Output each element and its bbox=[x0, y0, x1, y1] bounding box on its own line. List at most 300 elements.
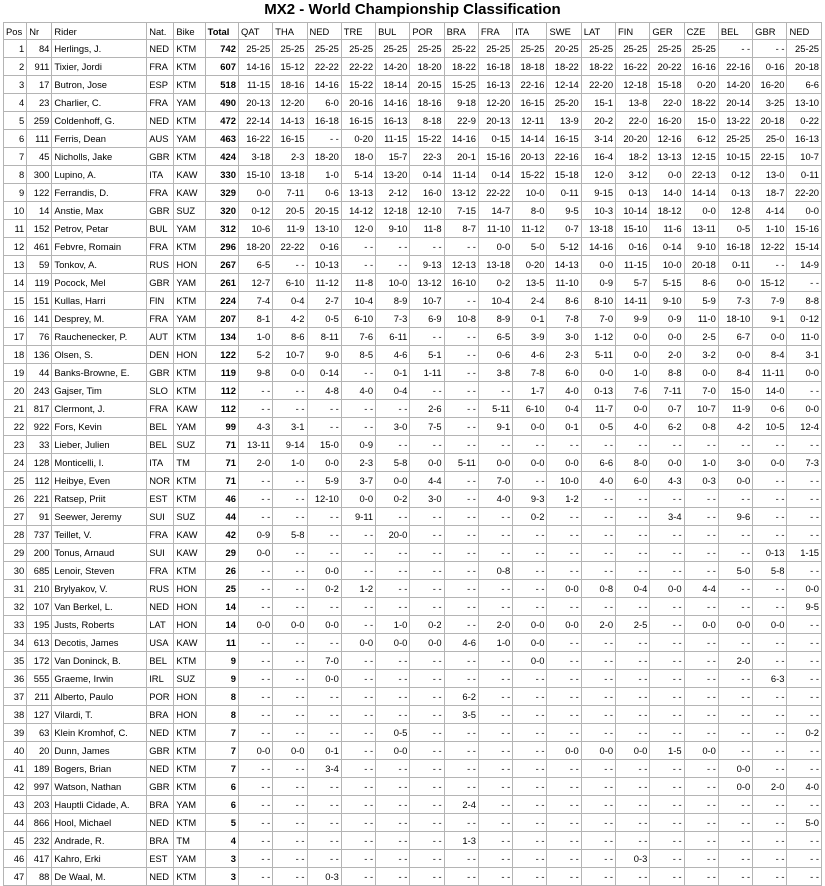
table-cell: 0-5 bbox=[581, 418, 615, 436]
table-cell: 33 bbox=[4, 616, 27, 634]
table-cell: GBR bbox=[147, 364, 174, 382]
table-cell: - - bbox=[341, 670, 375, 688]
table-cell: - - bbox=[718, 436, 752, 454]
table-cell: 0-9 bbox=[238, 526, 272, 544]
table-cell: - - bbox=[718, 832, 752, 850]
table-cell: - - bbox=[341, 832, 375, 850]
table-cell: - - bbox=[376, 850, 410, 868]
table-cell: - - bbox=[307, 706, 341, 724]
table-cell: 7-0 bbox=[307, 652, 341, 670]
table-cell: 11-15 bbox=[376, 130, 410, 148]
table-cell: 0-0 bbox=[684, 202, 718, 220]
table-cell: - - bbox=[513, 436, 547, 454]
table-cell: 14 bbox=[4, 274, 27, 292]
table-cell: - - bbox=[410, 436, 444, 454]
table-cell: 9-9 bbox=[616, 310, 650, 328]
table-cell: 25-25 bbox=[718, 130, 752, 148]
page-title: MX2 - World Championship Classification bbox=[264, 1, 561, 18]
table-cell: USA bbox=[147, 634, 174, 652]
table-cell: 14 bbox=[205, 598, 238, 616]
table-cell: 23 bbox=[4, 436, 27, 454]
table-cell: - - bbox=[616, 526, 650, 544]
table-cell: - - bbox=[273, 652, 307, 670]
table-cell: 11-6 bbox=[650, 220, 684, 238]
table-cell: - - bbox=[238, 850, 272, 868]
table-cell: 0-2 bbox=[513, 508, 547, 526]
table-cell: Decotis, James bbox=[52, 634, 147, 652]
table-cell: 0-1 bbox=[513, 310, 547, 328]
table-cell: 1-10 bbox=[753, 220, 787, 238]
table-cell: - - bbox=[444, 292, 478, 310]
table-cell: 613 bbox=[27, 634, 52, 652]
table-row bbox=[4, 472, 822, 490]
table-row bbox=[4, 148, 822, 166]
table-cell: 2-7 bbox=[307, 292, 341, 310]
table-cell: 9 bbox=[205, 670, 238, 688]
table-cell: 16-13 bbox=[376, 112, 410, 130]
table-cell: 13-13 bbox=[341, 184, 375, 202]
table-cell: 13-18 bbox=[581, 220, 615, 238]
table-cell: 9-11 bbox=[341, 508, 375, 526]
table-cell: 5-11 bbox=[478, 400, 512, 418]
table-cell: Butron, Jose bbox=[52, 76, 147, 94]
table-cell: 13-20 bbox=[376, 166, 410, 184]
table-cell: KTM bbox=[174, 112, 205, 130]
table-cell: 10-7 bbox=[684, 400, 718, 418]
table-cell: ITA bbox=[147, 454, 174, 472]
column-header: NED bbox=[307, 23, 341, 40]
table-cell: 15-22 bbox=[410, 130, 444, 148]
table-cell: - - bbox=[376, 544, 410, 562]
table-cell: 0-0 bbox=[478, 238, 512, 256]
table-cell: 16-15 bbox=[547, 130, 581, 148]
table-cell: - - bbox=[581, 526, 615, 544]
table-cell: 6-5 bbox=[478, 328, 512, 346]
table-cell: 0-0 bbox=[718, 472, 752, 490]
table-cell: BEL bbox=[147, 418, 174, 436]
table-cell: 0-0 bbox=[684, 364, 718, 382]
table-cell: 8-9 bbox=[478, 310, 512, 328]
table-cell: 7-5 bbox=[410, 418, 444, 436]
table-cell: - - bbox=[616, 724, 650, 742]
table-cell: 11-14 bbox=[444, 166, 478, 184]
table-cell: 7-0 bbox=[581, 310, 615, 328]
table-cell: 9-6 bbox=[718, 508, 752, 526]
table-cell: 18-12 bbox=[650, 202, 684, 220]
table-cell: 211 bbox=[27, 688, 52, 706]
table-cell: 6-0 bbox=[616, 472, 650, 490]
table-cell: - - bbox=[684, 760, 718, 778]
table-cell: - - bbox=[273, 796, 307, 814]
table-cell: - - bbox=[341, 598, 375, 616]
table-cell: 15-12 bbox=[753, 274, 787, 292]
table-cell: 14 bbox=[27, 202, 52, 220]
table-cell: - - bbox=[684, 706, 718, 724]
table-cell: 0-0 bbox=[238, 742, 272, 760]
table-cell: 151 bbox=[27, 292, 52, 310]
table-cell: 0-0 bbox=[376, 742, 410, 760]
table-cell: - - bbox=[787, 796, 822, 814]
table-cell: - - bbox=[238, 382, 272, 400]
table-cell: - - bbox=[513, 688, 547, 706]
table-cell: 13-0 bbox=[753, 166, 787, 184]
table-cell: 607 bbox=[205, 58, 238, 76]
table-cell: - - bbox=[753, 598, 787, 616]
table-cell: 3-14 bbox=[581, 130, 615, 148]
table-cell: 20-15 bbox=[410, 76, 444, 94]
table-cell: 0-12 bbox=[718, 166, 752, 184]
table-cell: - - bbox=[513, 868, 547, 886]
table-cell: 9-0 bbox=[307, 346, 341, 364]
table-cell: 15-18 bbox=[650, 76, 684, 94]
table-cell: - - bbox=[787, 688, 822, 706]
table-cell: 0-0 bbox=[513, 652, 547, 670]
table-cell: - - bbox=[478, 688, 512, 706]
table-cell: 16-18 bbox=[307, 112, 341, 130]
table-cell: - - bbox=[650, 868, 684, 886]
table-cell: 14-0 bbox=[753, 382, 787, 400]
table-cell: 25-20 bbox=[547, 94, 581, 112]
table-row bbox=[4, 688, 822, 706]
table-cell: 2-4 bbox=[513, 292, 547, 310]
table-cell: 5-11 bbox=[444, 454, 478, 472]
table-cell: 134 bbox=[205, 328, 238, 346]
table-cell: 22-15 bbox=[753, 148, 787, 166]
table-cell: 25 bbox=[205, 580, 238, 598]
column-header: Rider bbox=[52, 23, 147, 40]
table-cell: 5-9 bbox=[684, 292, 718, 310]
table-cell: - - bbox=[650, 634, 684, 652]
table-cell: - - bbox=[376, 706, 410, 724]
table-cell: - - bbox=[341, 418, 375, 436]
table-cell: 10-14 bbox=[616, 202, 650, 220]
table-cell: Nicholls, Jake bbox=[52, 148, 147, 166]
table-cell: - - bbox=[341, 706, 375, 724]
table-cell: 4-3 bbox=[238, 418, 272, 436]
table-cell: 8 bbox=[4, 166, 27, 184]
table-cell: - - bbox=[238, 796, 272, 814]
table-cell: - - bbox=[753, 850, 787, 868]
table-cell: - - bbox=[684, 814, 718, 832]
table-cell: FRA bbox=[147, 310, 174, 328]
table-cell: 5-1 bbox=[410, 346, 444, 364]
table-cell: - - bbox=[513, 814, 547, 832]
table-cell: 7 bbox=[205, 724, 238, 742]
table-cell: 9-3 bbox=[513, 490, 547, 508]
table-cell: - - bbox=[684, 832, 718, 850]
table-cell: - - bbox=[581, 652, 615, 670]
table-cell: - - bbox=[273, 580, 307, 598]
table-cell: KAW bbox=[174, 526, 205, 544]
table-cell: 8 bbox=[205, 706, 238, 724]
table-row bbox=[4, 490, 822, 508]
table-cell: 0-5 bbox=[376, 724, 410, 742]
table-cell: - - bbox=[684, 778, 718, 796]
table-cell: - - bbox=[478, 598, 512, 616]
table-cell: - - bbox=[341, 850, 375, 868]
table-cell: - - bbox=[307, 400, 341, 418]
table-cell: 685 bbox=[27, 562, 52, 580]
table-cell: 16-4 bbox=[581, 148, 615, 166]
table-cell: - - bbox=[410, 328, 444, 346]
table-cell: 518 bbox=[205, 76, 238, 94]
table-cell: - - bbox=[616, 562, 650, 580]
table-cell: 12-10 bbox=[410, 202, 444, 220]
table-cell: 11-12 bbox=[513, 220, 547, 238]
table-cell: - - bbox=[581, 634, 615, 652]
table-row bbox=[4, 652, 822, 670]
table-cell: 0-0 bbox=[513, 634, 547, 652]
table-cell: 13-22 bbox=[718, 112, 752, 130]
table-cell: KTM bbox=[174, 292, 205, 310]
table-cell: 11-10 bbox=[478, 220, 512, 238]
table-cell: Dunn, James bbox=[52, 742, 147, 760]
table-cell: - - bbox=[478, 796, 512, 814]
table-cell: - - bbox=[547, 652, 581, 670]
table-cell: EST bbox=[147, 490, 174, 508]
table-cell: - - bbox=[376, 832, 410, 850]
table-cell: - - bbox=[547, 868, 581, 886]
table-cell: Graeme, Irwin bbox=[52, 670, 147, 688]
table-cell: - - bbox=[753, 580, 787, 598]
table-cell: - - bbox=[513, 742, 547, 760]
table-cell: 2-3 bbox=[547, 346, 581, 364]
table-cell: Klein Kromhof, C. bbox=[52, 724, 147, 742]
table-cell: 112 bbox=[205, 400, 238, 418]
table-cell: 7-0 bbox=[478, 472, 512, 490]
table-cell: - - bbox=[410, 526, 444, 544]
column-header: SWE bbox=[547, 23, 581, 40]
table-cell: - - bbox=[376, 508, 410, 526]
table-cell: HON bbox=[174, 256, 205, 274]
table-cell: 472 bbox=[205, 112, 238, 130]
table-cell: 32 bbox=[4, 598, 27, 616]
table-cell: SLO bbox=[147, 382, 174, 400]
table-row bbox=[4, 76, 822, 94]
table-cell: - - bbox=[238, 832, 272, 850]
table-cell: 0-14 bbox=[410, 166, 444, 184]
table-cell: - - bbox=[616, 796, 650, 814]
table-cell: 5-0 bbox=[513, 238, 547, 256]
table-cell: 0-0 bbox=[718, 616, 752, 634]
table-cell: 0-0 bbox=[513, 616, 547, 634]
table-cell: KAW bbox=[174, 544, 205, 562]
table-cell: De Waal, M. bbox=[52, 868, 147, 886]
table-cell: 4-0 bbox=[547, 382, 581, 400]
table-cell: SUI bbox=[147, 544, 174, 562]
table-cell: 37 bbox=[4, 688, 27, 706]
table-cell: Desprey, M. bbox=[52, 310, 147, 328]
table-cell: - - bbox=[581, 688, 615, 706]
table-cell: 47 bbox=[4, 868, 27, 886]
table-cell: 30 bbox=[4, 562, 27, 580]
table-cell: KTM bbox=[174, 868, 205, 886]
table-cell: 6 bbox=[205, 796, 238, 814]
table-cell: 0-4 bbox=[273, 292, 307, 310]
table-cell: 207 bbox=[205, 310, 238, 328]
table-cell: DEN bbox=[147, 346, 174, 364]
table-cell: 152 bbox=[27, 220, 52, 238]
table-cell: 7-3 bbox=[787, 454, 822, 472]
table-cell: - - bbox=[787, 832, 822, 850]
table-cell: - - bbox=[753, 742, 787, 760]
table-cell: 0-4 bbox=[376, 382, 410, 400]
table-cell: RUS bbox=[147, 256, 174, 274]
table-cell: HON bbox=[174, 688, 205, 706]
table-cell: 20-13 bbox=[238, 94, 272, 112]
table-cell: - - bbox=[787, 616, 822, 634]
table-cell: 33 bbox=[27, 436, 52, 454]
table-cell: 44 bbox=[4, 814, 27, 832]
table-cell: NED bbox=[147, 724, 174, 742]
table-cell: 13-8 bbox=[616, 94, 650, 112]
table-cell: 14-9 bbox=[787, 256, 822, 274]
table-cell: 11-9 bbox=[273, 220, 307, 238]
table-cell: 14-7 bbox=[478, 202, 512, 220]
table-cell: - - bbox=[307, 724, 341, 742]
table-cell: 0-0 bbox=[478, 454, 512, 472]
table-cell: - - bbox=[718, 688, 752, 706]
table-cell: - - bbox=[478, 814, 512, 832]
table-cell: 463 bbox=[205, 130, 238, 148]
table-cell: 20-0 bbox=[376, 526, 410, 544]
table-cell: - - bbox=[684, 724, 718, 742]
table-cell: - - bbox=[444, 616, 478, 634]
table-cell: 11-12 bbox=[307, 274, 341, 292]
table-cell: 20-2 bbox=[581, 112, 615, 130]
table-cell: - - bbox=[238, 688, 272, 706]
table-cell: 20-1 bbox=[444, 148, 478, 166]
table-cell: - - bbox=[307, 634, 341, 652]
table-cell: - - bbox=[787, 562, 822, 580]
table-cell: 210 bbox=[27, 580, 52, 598]
table-cell: 330 bbox=[205, 166, 238, 184]
table-cell: 9-10 bbox=[650, 292, 684, 310]
table-cell: KTM bbox=[174, 652, 205, 670]
table-cell: 24 bbox=[4, 454, 27, 472]
table-cell: - - bbox=[410, 760, 444, 778]
table-cell: - - bbox=[581, 544, 615, 562]
table-cell: AUS bbox=[147, 130, 174, 148]
table-cell: 13-11 bbox=[684, 220, 718, 238]
table-cell: 4-0 bbox=[616, 418, 650, 436]
table-cell: 10-3 bbox=[581, 202, 615, 220]
column-header: BRA bbox=[444, 23, 478, 40]
table-cell: YAM bbox=[174, 310, 205, 328]
table-cell: 0-1 bbox=[307, 742, 341, 760]
table-cell: 7-6 bbox=[616, 382, 650, 400]
table-cell: - - bbox=[376, 688, 410, 706]
column-header: GBR bbox=[753, 23, 787, 40]
table-cell: 11-15 bbox=[616, 256, 650, 274]
table-cell: 11-10 bbox=[547, 274, 581, 292]
table-cell: HON bbox=[174, 616, 205, 634]
table-cell: 12-0 bbox=[581, 166, 615, 184]
table-cell: GBR bbox=[147, 274, 174, 292]
table-cell: - - bbox=[787, 490, 822, 508]
table-cell: - - bbox=[616, 652, 650, 670]
table-cell: SUI bbox=[147, 508, 174, 526]
table-cell: KTM bbox=[174, 814, 205, 832]
table-cell: 111 bbox=[27, 130, 52, 148]
table-cell: FRA bbox=[147, 94, 174, 112]
table-cell: - - bbox=[650, 670, 684, 688]
table-cell: 0-0 bbox=[650, 328, 684, 346]
column-header: BUL bbox=[376, 23, 410, 40]
table-row bbox=[4, 274, 822, 292]
table-row bbox=[4, 58, 822, 76]
table-cell: - - bbox=[513, 526, 547, 544]
table-cell: 27 bbox=[4, 508, 27, 526]
column-header: ITA bbox=[513, 23, 547, 40]
table-cell: NED bbox=[147, 814, 174, 832]
table-cell: - - bbox=[307, 418, 341, 436]
table-cell: 296 bbox=[205, 238, 238, 256]
table-cell: 13-12 bbox=[410, 274, 444, 292]
table-cell: 12-16 bbox=[650, 130, 684, 148]
table-cell: - - bbox=[616, 544, 650, 562]
table-cell: - - bbox=[547, 814, 581, 832]
table-cell: - - bbox=[376, 796, 410, 814]
table-cell: - - bbox=[478, 436, 512, 454]
table-cell: - - bbox=[616, 508, 650, 526]
table-cell: 2-0 bbox=[581, 616, 615, 634]
table-cell: - - bbox=[547, 688, 581, 706]
table-cell: 8 bbox=[205, 688, 238, 706]
table-cell: - - bbox=[787, 706, 822, 724]
table-cell: - - bbox=[307, 850, 341, 868]
table-cell: 25-25 bbox=[616, 40, 650, 58]
table-cell: BRA bbox=[147, 796, 174, 814]
table-cell: 0-0 bbox=[753, 454, 787, 472]
table-cell: 9-13 bbox=[410, 256, 444, 274]
table-cell: - - bbox=[478, 778, 512, 796]
table-cell: 0-14 bbox=[307, 364, 341, 382]
table-cell: - - bbox=[753, 688, 787, 706]
table-cell: 3-25 bbox=[753, 94, 787, 112]
table-cell: 22-16 bbox=[718, 58, 752, 76]
table-cell: 2-6 bbox=[410, 400, 444, 418]
table-cell: 3-0 bbox=[376, 418, 410, 436]
table-cell: 28 bbox=[4, 526, 27, 544]
table-cell: Ferrandis, D. bbox=[52, 184, 147, 202]
table-cell: 25-22 bbox=[444, 40, 478, 58]
table-cell: FRA bbox=[147, 184, 174, 202]
table-cell: - - bbox=[444, 724, 478, 742]
table-cell: - - bbox=[650, 778, 684, 796]
table-cell: Anstie, Max bbox=[52, 202, 147, 220]
table-cell: 1-0 bbox=[684, 454, 718, 472]
table-cell: 0-0 bbox=[581, 742, 615, 760]
table-cell: 16-16 bbox=[684, 58, 718, 76]
table-cell: 6-6 bbox=[787, 76, 822, 94]
table-cell: - - bbox=[616, 778, 650, 796]
table-cell: 2-0 bbox=[238, 454, 272, 472]
table-cell: 8-9 bbox=[376, 292, 410, 310]
table-cell: 46 bbox=[205, 490, 238, 508]
table-cell: 0-0 bbox=[307, 616, 341, 634]
table-cell: BEL bbox=[147, 652, 174, 670]
table-cell: - - bbox=[376, 256, 410, 274]
table-cell: 0-0 bbox=[787, 364, 822, 382]
table-cell: NED bbox=[147, 760, 174, 778]
table-row bbox=[4, 166, 822, 184]
table-cell: 5 bbox=[205, 814, 238, 832]
table-cell: - - bbox=[444, 778, 478, 796]
table-cell: - - bbox=[376, 652, 410, 670]
table-cell: - - bbox=[376, 238, 410, 256]
table-cell: - - bbox=[410, 544, 444, 562]
